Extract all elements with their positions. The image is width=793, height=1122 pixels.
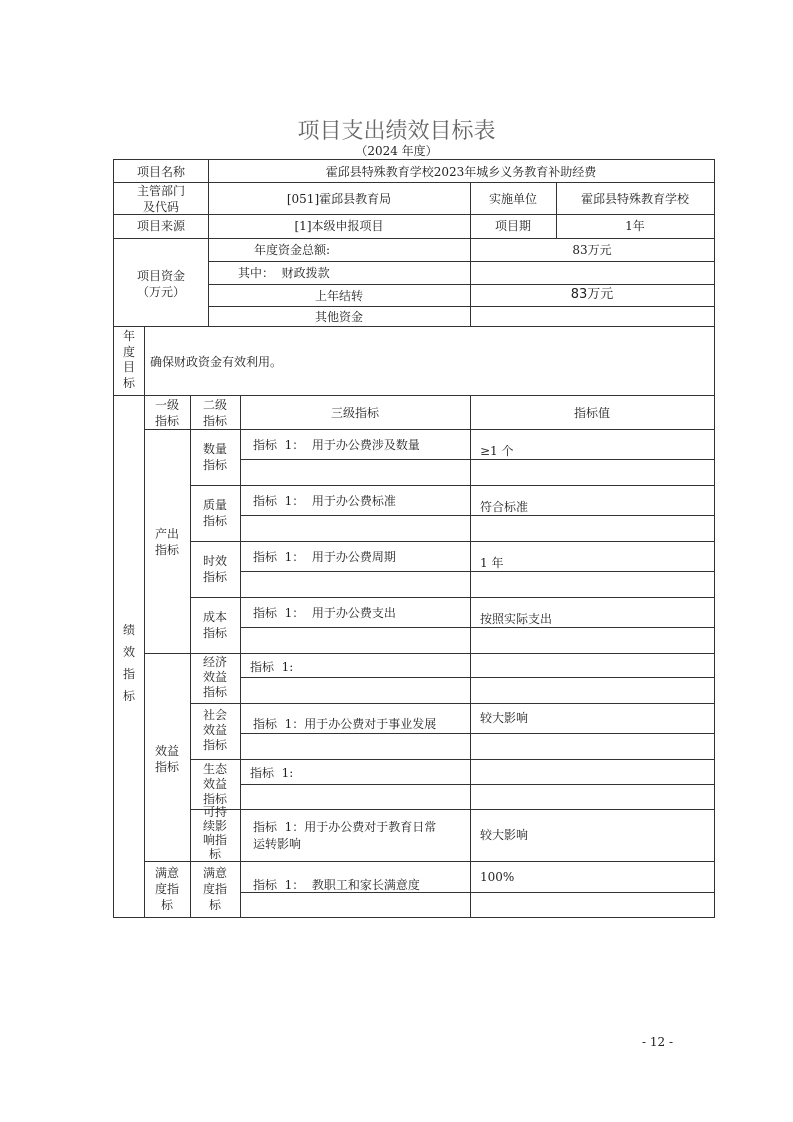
indicator-value: 较大影响 (480, 711, 529, 725)
dept-value: [051]霍邱县教育局 (286, 192, 392, 206)
funds-total-label: 年度资金总额: (254, 243, 331, 257)
indicator-value: 按照实际支出 (480, 612, 553, 626)
indicator-l2: 生态 效益 指标 (202, 762, 227, 806)
indicator-l3: 指标 1： 教职工和家长满意度 (253, 878, 420, 892)
funds-fiscal-label: 其中： 财政拨款 (238, 266, 330, 280)
project-source-label: 项目来源 (136, 219, 185, 233)
indicator-l2: 满意 度指 标 (202, 866, 227, 912)
dept-label: 主管部门 及代码 (136, 184, 185, 214)
funds-carryover-label: 上年结转 (314, 289, 363, 303)
project-period-value: 1年 (625, 219, 645, 233)
indicator-l2: 社会 效益 指标 (202, 708, 227, 752)
indicator-l2: 经济 效益 指标 (202, 655, 227, 699)
project-name-label: 项目名称 (136, 165, 185, 179)
indicator-l3: 指标 1： 用于办公费标准 (253, 494, 396, 508)
indicator-l3: 指标 1： 用于办公费支出 (253, 606, 396, 620)
funds-total-value: 83万元 (572, 243, 612, 257)
output-indicators-label: 产出 指标 (154, 527, 179, 557)
header-level3: 三级指标 (330, 406, 379, 420)
funds-label: 项目资金 （万元） (136, 269, 185, 299)
indicator-l2: 成本 指标 (202, 610, 227, 640)
indicator-l2: 可持 续影 响指 标 (202, 805, 227, 861)
benefit-indicators-label: 效益 指标 (154, 744, 179, 774)
indicator-l3: 指标 1： 用于办公费周期 (253, 550, 396, 564)
project-period-label: 项目期 (494, 219, 531, 233)
annual-goal-label: 年 度 目 标 (122, 329, 135, 390)
impl-unit-label: 实施单位 (488, 192, 537, 206)
page-number: - 12 - (642, 1035, 674, 1049)
annual-goal-text: 确保财政资金有效利用。 (150, 355, 283, 369)
header-value: 指标值 (573, 406, 610, 420)
header-level1: 一级 指标 (154, 398, 179, 428)
indicator-l3: 指标 1: (250, 660, 294, 674)
indicator-value: 1 年 (480, 556, 504, 570)
indicator-value: 100% (480, 870, 515, 884)
document-title: 项目支出绩效目标表 (297, 119, 496, 144)
indicator-value: 符合标准 (480, 500, 529, 514)
header-level2: 二级 指标 (202, 398, 227, 428)
project-name-value: 霍邱县特殊教育学校2023年城乡义务教育补助经费 (325, 165, 597, 179)
indicator-l2: 数量 指标 (202, 442, 227, 472)
perf-indicators-label: 绩 效 指 标 (122, 623, 135, 703)
funds-other-label: 其他资金 (314, 310, 363, 324)
indicator-l2: 质量 指标 (202, 498, 227, 528)
indicator-l2: 时效 指标 (202, 554, 227, 584)
indicator-l3: 指标 1： 用于办公费涉及数量 (253, 438, 420, 452)
indicator-l3: 指标 1: (250, 766, 294, 780)
indicator-l3: 指标 1：用于办公费对于教育日常 运转影响 (253, 820, 437, 851)
project-source-value: [1]本级申报项目 (294, 219, 384, 233)
document-subtitle: （2024 年度） (355, 144, 438, 158)
indicator-value: ≥1 个 (480, 444, 514, 458)
funds-carryover-value: 83万元 (570, 287, 614, 302)
satisfaction-indicators-label: 满意 度指 标 (154, 866, 179, 912)
indicator-l3: 指标 1：用于办公费对于事业发展 (253, 717, 437, 731)
impl-unit-value: 霍邱县特殊教育学校 (580, 192, 689, 206)
indicator-value: 较大影响 (480, 828, 529, 842)
